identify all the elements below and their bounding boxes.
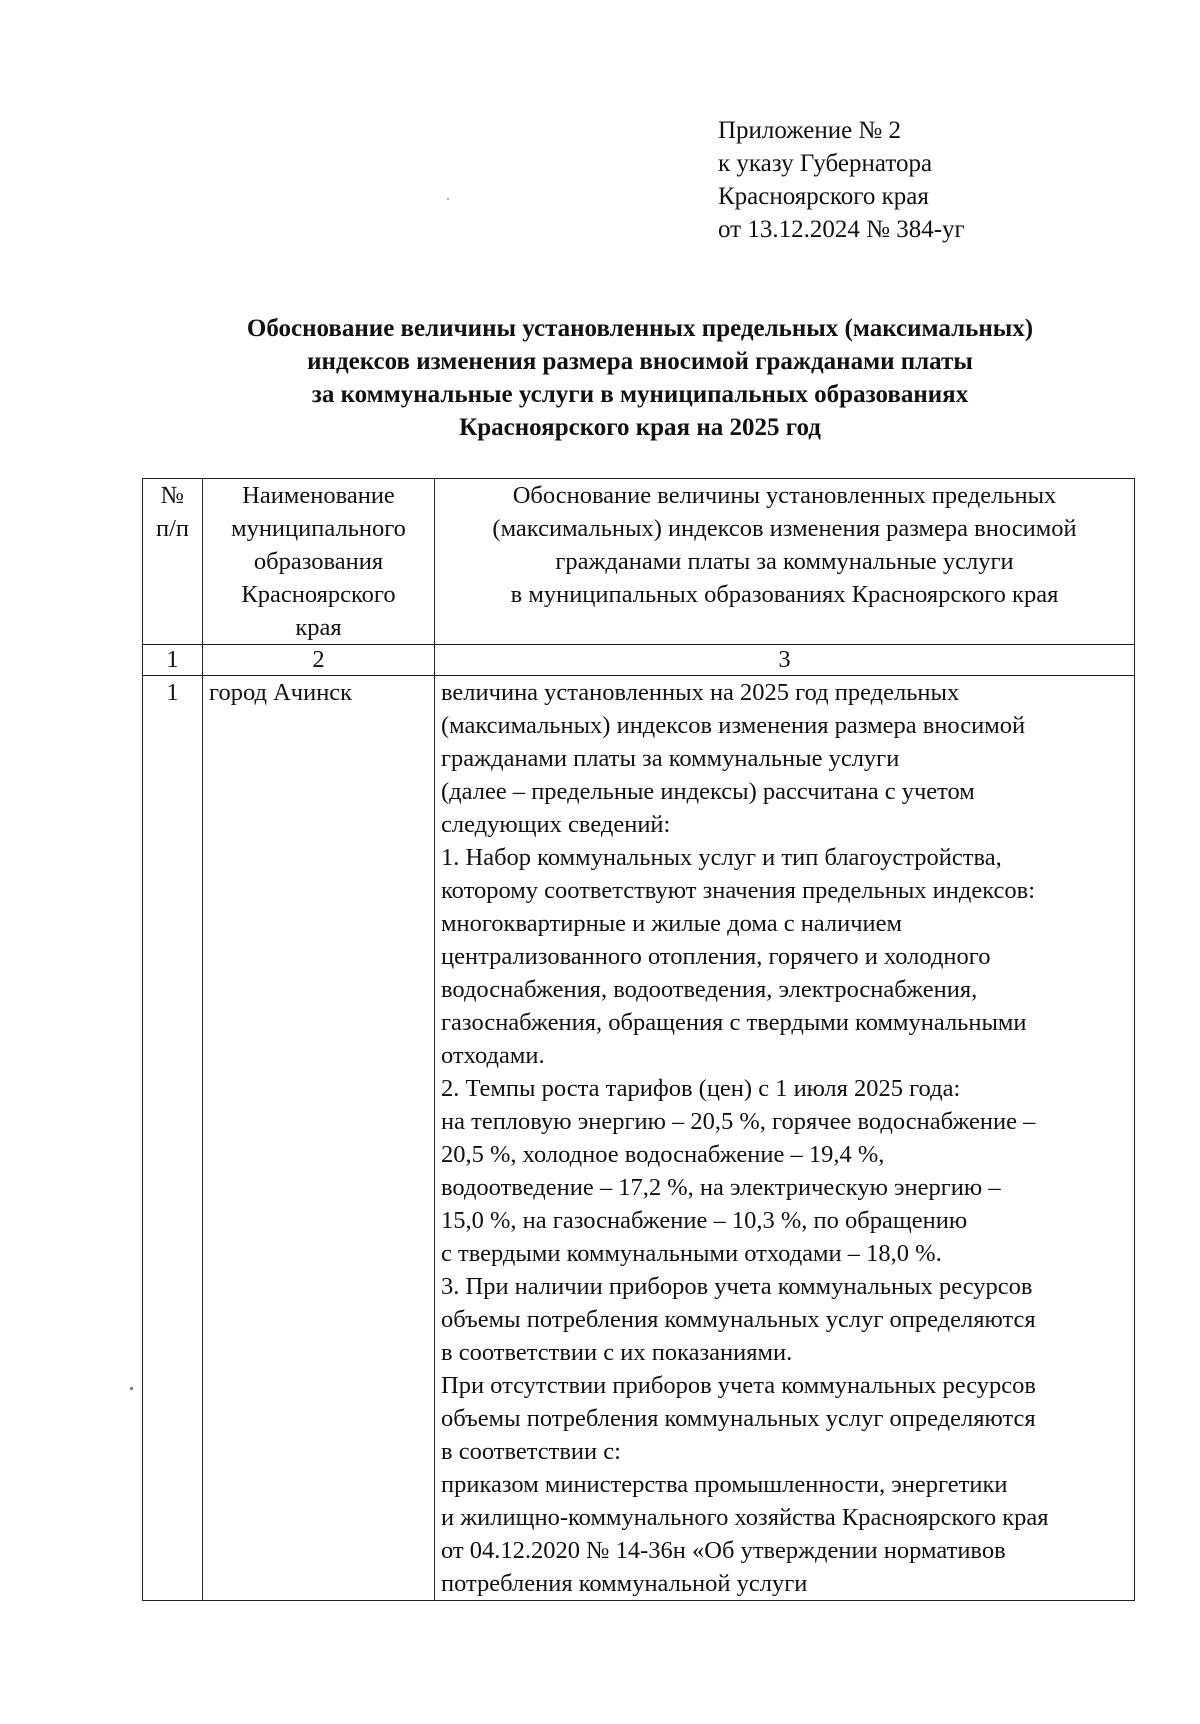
- text-line: При отсутствии приборов учета коммунальных ресурсов: [441, 1372, 1036, 1399]
- text-line: водоотведение – 17,2 %, на электрическую энергию –: [441, 1174, 1001, 1201]
- text-line: 2. Темпы роста тарифов (цен) с 1 июля 2025 года:: [441, 1075, 961, 1102]
- appendix-line: Красноярского края: [718, 183, 929, 210]
- text-line: централизованного отопления, горячего и холодного: [441, 943, 991, 970]
- header-text: Наименование: [242, 482, 395, 509]
- document-title: [140, 312, 1140, 444]
- text-line: потребления коммунальной услуги: [441, 1570, 808, 1597]
- appendix-line: Приложение № 2: [718, 117, 902, 144]
- column-number: 3: [435, 645, 1135, 676]
- text-line: в соответствии с их показаниями.: [441, 1339, 793, 1366]
- text-line: с твердыми коммунальными отходами – 18,0 %.: [441, 1240, 942, 1267]
- appendix-block: [718, 114, 965, 246]
- text-line: (далее – предельные индексы) рассчитана с учетом: [441, 778, 975, 805]
- header-cell-justification: [435, 479, 1135, 645]
- header-text: в муниципальных образованиях Красноярского края: [510, 581, 1059, 608]
- text-line: на тепловую энергию – 20,5 %, горячее водоснабжение –: [441, 1108, 1036, 1135]
- text-line: от 04.12.2020 № 14-36н «Об утверждении нормативов: [441, 1537, 1006, 1564]
- text-line: газоснабжения, обращения с твердыми коммунальными: [441, 1009, 1027, 1036]
- table-row: [143, 676, 1135, 1601]
- column-number: 2: [203, 645, 435, 676]
- header-text: Красноярского: [241, 581, 396, 608]
- row-number: 1: [143, 676, 203, 1601]
- row-justification-text: [435, 676, 1135, 1601]
- title-line: Обоснование величины установленных предельных (максимальных): [246, 315, 1034, 342]
- text-line: объемы потребления коммунальных услуг определяются: [441, 1306, 1036, 1333]
- text-line: следующих сведений:: [441, 811, 671, 838]
- appendix-line: к указу Губернатора: [718, 150, 933, 177]
- title-line: за коммунальные услуги в муниципальных образованиях: [311, 381, 969, 408]
- header-text: края: [295, 614, 342, 641]
- text-line: приказом министерства промышленности, энергетики: [441, 1471, 1008, 1498]
- table-header-row: [143, 479, 1135, 645]
- header-text: №: [160, 482, 185, 509]
- text-line: 1. Набор коммунальных услуг и тип благоустройства,: [441, 844, 1002, 871]
- text-line: в соответствии с:: [441, 1438, 621, 1465]
- text-line: 3. При наличии приборов учета коммунальных ресурсов: [441, 1273, 1033, 1300]
- header-cell-number: [143, 479, 203, 645]
- title-line: индексов изменения размера вносимой гражданами платы: [307, 348, 973, 375]
- header-text: муниципального: [231, 515, 406, 542]
- header-text: (максимальных) индексов изменения размера вносимой: [492, 515, 1077, 542]
- text-line: 15,0 %, на газоснабжение – 10,3 %, по обращению: [441, 1207, 968, 1234]
- justification-table: [142, 478, 1135, 1601]
- text-line: отходами.: [441, 1042, 545, 1069]
- header-text: образования: [253, 548, 384, 575]
- header-text: Обоснование величины установленных предельных: [512, 482, 1057, 509]
- title-line: Красноярского края на 2025 год: [459, 414, 821, 441]
- text-line: 20,5 %, холодное водоснабжение – 19,4 %,: [441, 1141, 885, 1168]
- column-number: 1: [143, 645, 203, 676]
- scan-speck: [130, 1387, 133, 1390]
- text-line: величина установленных на 2025 год предельных: [441, 679, 960, 706]
- text-line: которому соответствуют значения предельных индексов:: [441, 877, 1036, 904]
- text-line: многоквартирные и жилые дома с наличием: [441, 910, 903, 937]
- text-line: гражданами платы за коммунальные услуги: [441, 745, 900, 772]
- text-line: и жилищно-коммунального хозяйства Красноярского края: [441, 1504, 1049, 1531]
- header-text: гражданами платы за коммунальные услуги: [555, 548, 1014, 575]
- appendix-line: от 13.12.2024 № 384-уг: [718, 216, 965, 243]
- text-line: объемы потребления коммунальных услуг определяются: [441, 1405, 1036, 1432]
- scan-speck: [447, 198, 449, 200]
- text-line: (максимальных) индексов изменения размера вносимой: [441, 712, 1026, 739]
- column-number-row: [143, 645, 1135, 676]
- header-cell-municipality: [203, 479, 435, 645]
- text-line: водоснабжения, водоотведения, электроснабжения,: [441, 976, 978, 1003]
- row-municipality-name: город Ачинск: [203, 676, 435, 1601]
- header-text: п/п: [155, 515, 190, 542]
